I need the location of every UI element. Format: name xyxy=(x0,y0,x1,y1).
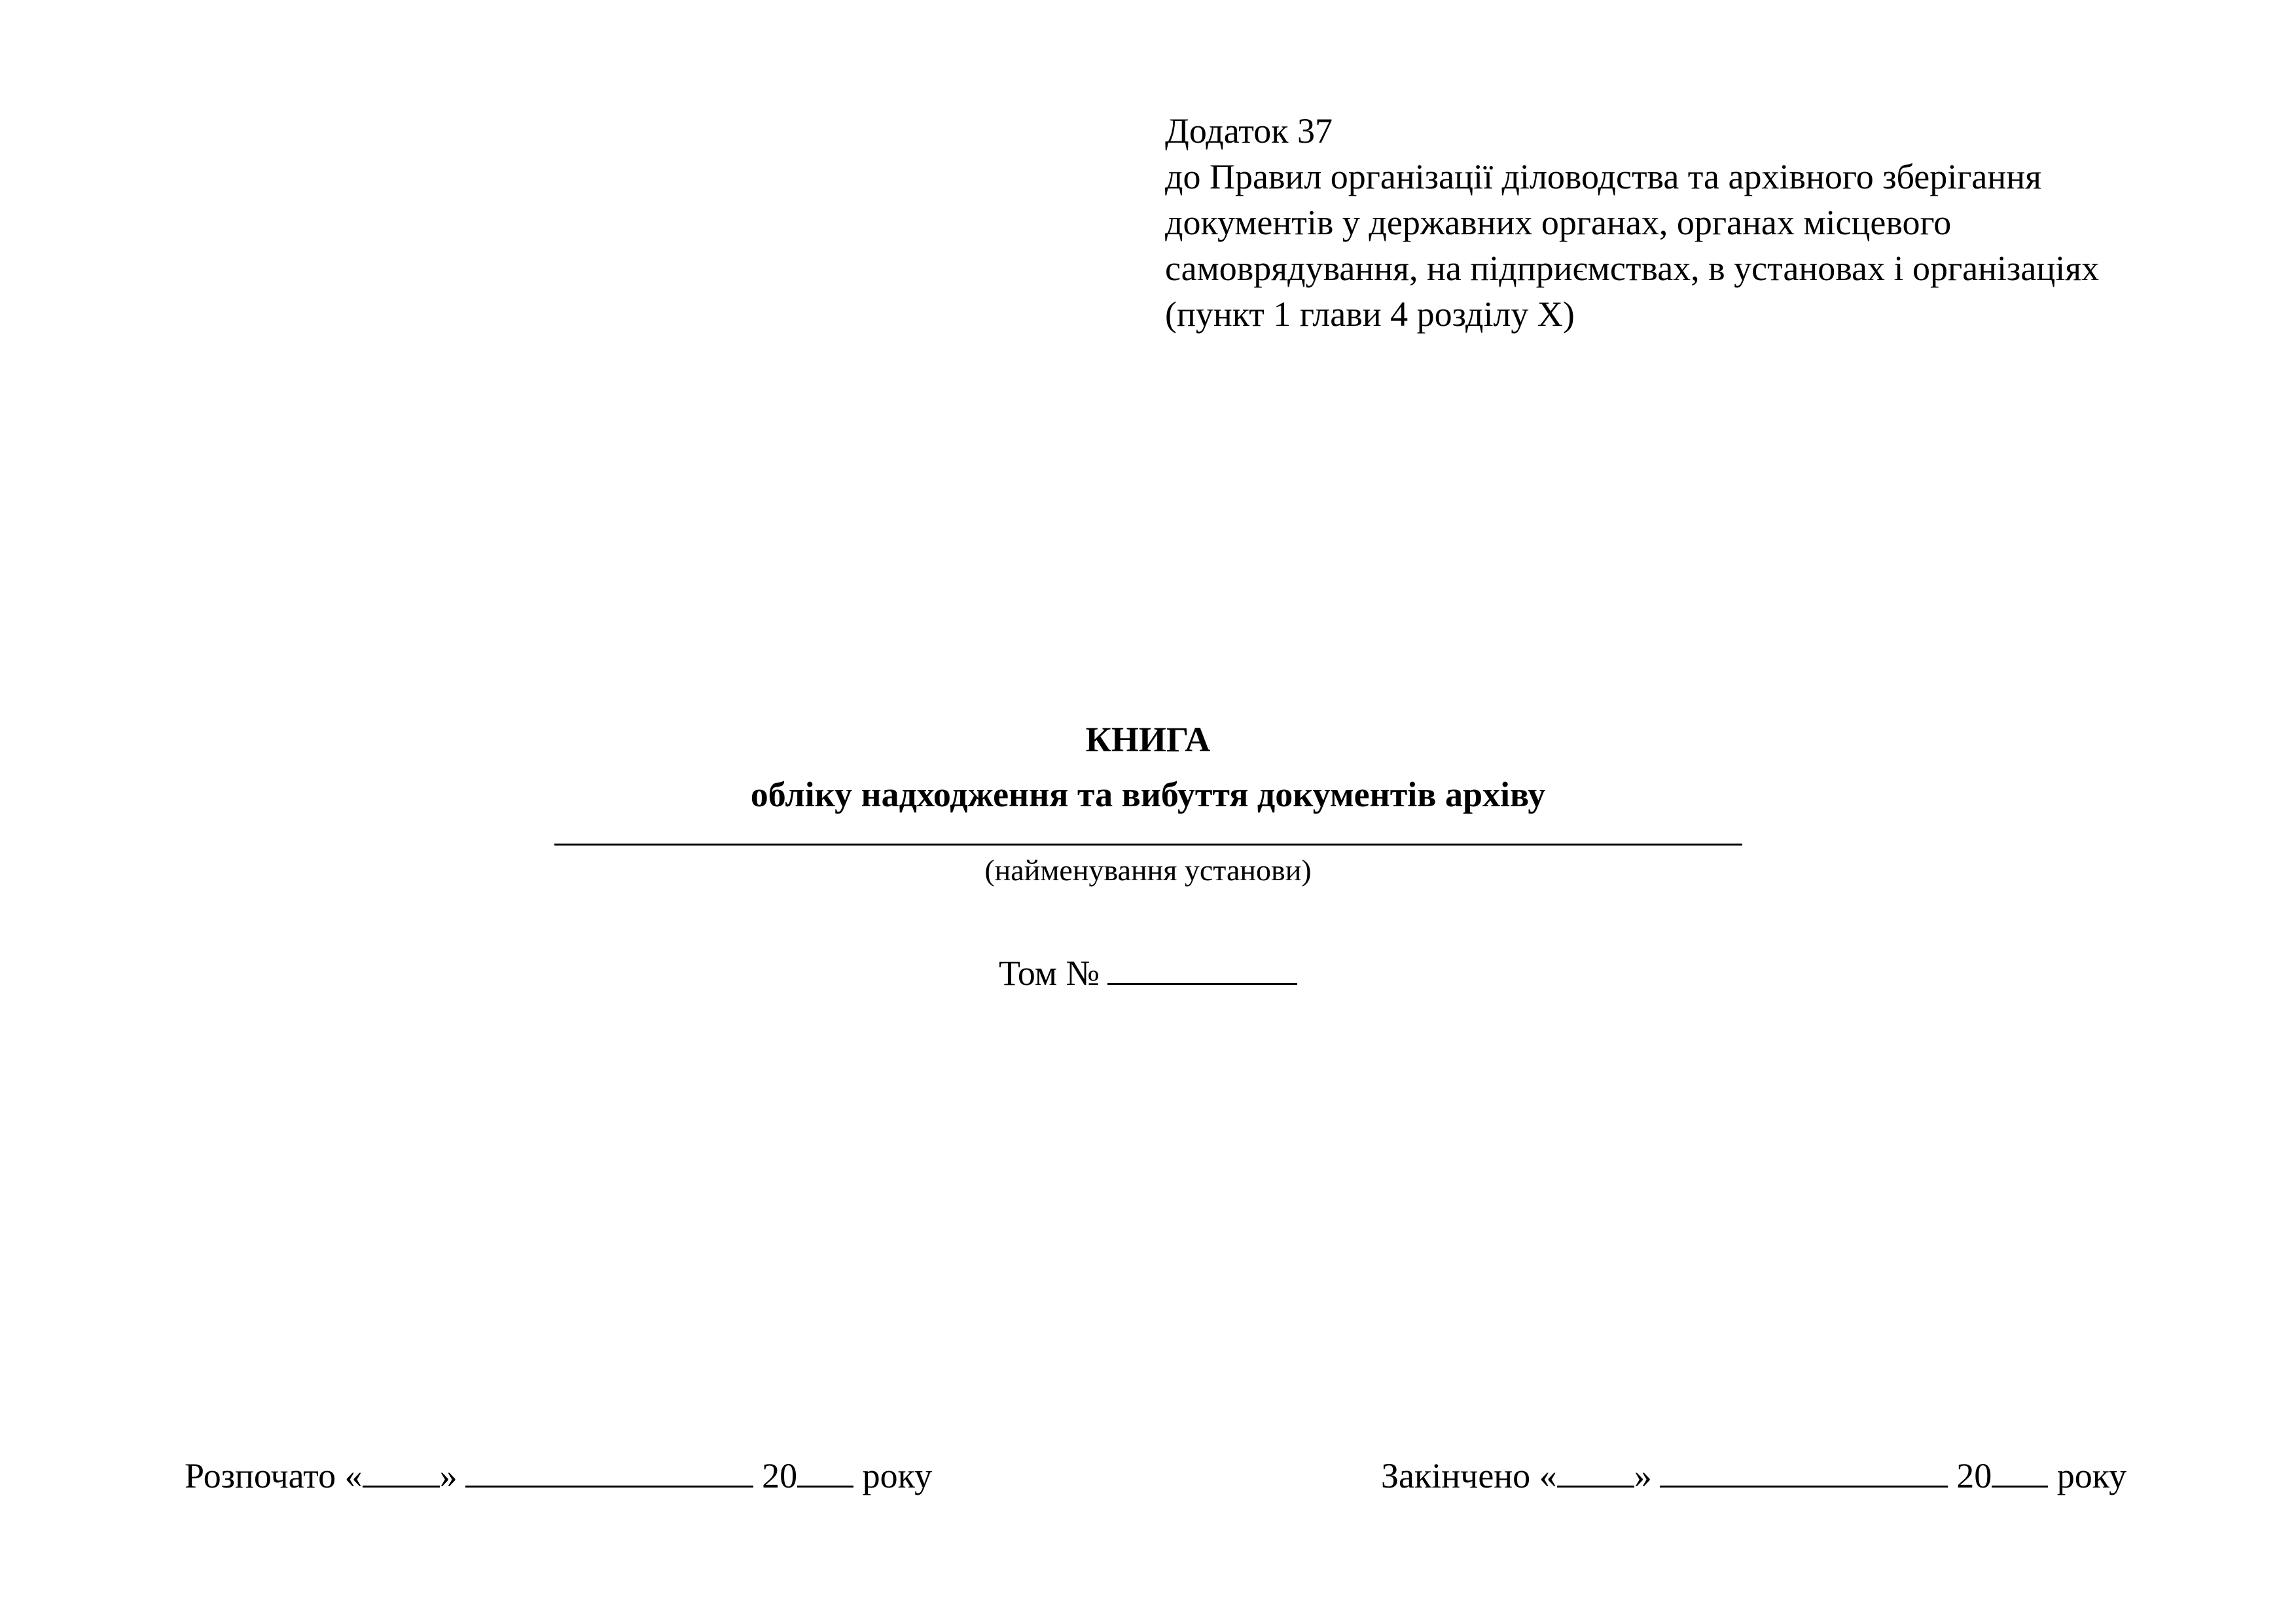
institution-caption: (найменування установи) xyxy=(984,853,1312,887)
started-label: Розпочато xyxy=(185,1456,336,1495)
appendix-number: Додаток 37 xyxy=(1165,111,1333,151)
volume-label: Том № xyxy=(998,954,1100,993)
institution-name-blank[interactable] xyxy=(554,844,1742,846)
year-word: року xyxy=(862,1456,933,1495)
appendix-line: до Правил організації діловодства та архівного зберігання xyxy=(1165,157,2042,196)
century-prefix: 20 xyxy=(1956,1456,1992,1495)
appendix-block xyxy=(1165,108,2238,337)
started-date-row xyxy=(185,1453,932,1499)
appendix-line: (пункт 1 глави 4 розділу X) xyxy=(1165,294,1575,334)
finished-day-blank[interactable] xyxy=(1557,1457,1634,1488)
century-prefix: 20 xyxy=(762,1456,798,1495)
open-quote: « xyxy=(344,1456,363,1495)
book-title: КНИГА xyxy=(1085,720,1211,759)
started-day-blank[interactable] xyxy=(363,1457,440,1488)
year-word: року xyxy=(2056,1456,2127,1495)
appendix-line: самоврядування, на підприємствах, в установах і організаціях xyxy=(1165,249,2100,288)
open-quote: « xyxy=(1539,1456,1557,1495)
started-year-blank[interactable] xyxy=(797,1457,853,1488)
book-subtitle: обліку надходження та вибуття документів архіву xyxy=(750,775,1546,814)
appendix-line: документів у державних органах, органах місцевого xyxy=(1165,203,1952,242)
volume-row xyxy=(0,950,2296,996)
close-quote: » xyxy=(439,1456,457,1495)
volume-number-blank[interactable] xyxy=(1107,954,1297,985)
finished-label: Закінчено xyxy=(1381,1456,1531,1495)
finished-year-blank[interactable] xyxy=(1992,1457,2048,1488)
finished-month-blank[interactable] xyxy=(1660,1457,1948,1488)
finished-date-row xyxy=(1381,1453,2126,1499)
close-quote: » xyxy=(1634,1456,1652,1495)
started-month-blank[interactable] xyxy=(465,1457,753,1488)
title-block xyxy=(0,717,2296,996)
